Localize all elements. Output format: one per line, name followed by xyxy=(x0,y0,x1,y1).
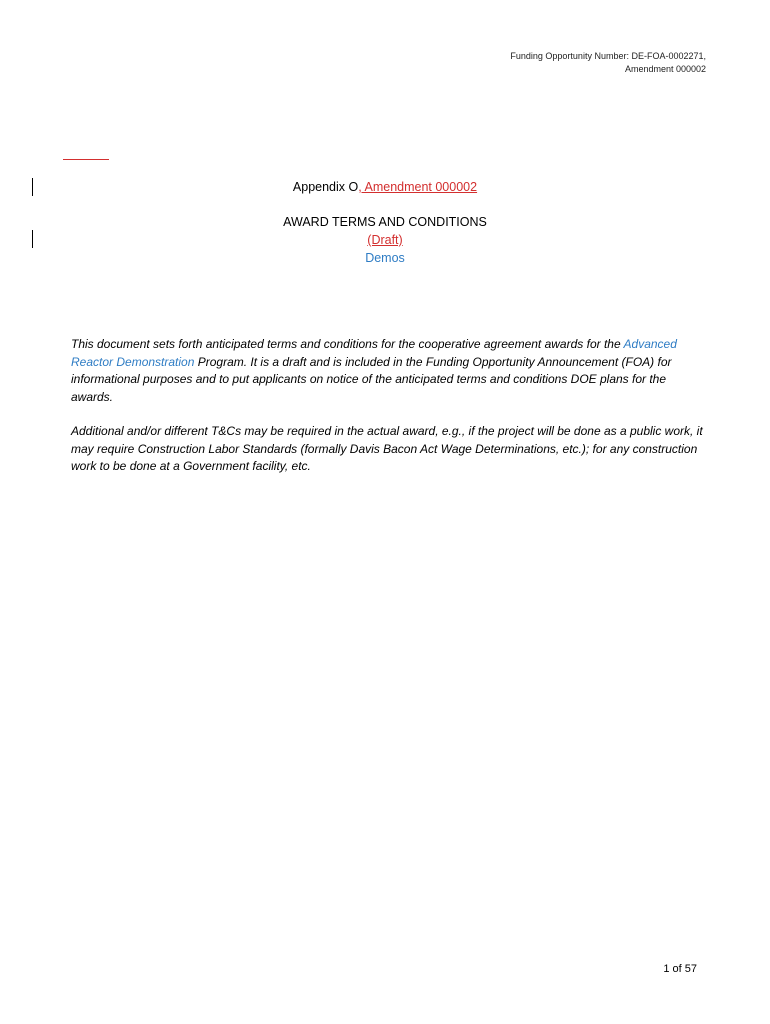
award-terms-heading: AWARD TERMS AND CONDITIONS xyxy=(283,215,487,229)
page-header xyxy=(510,50,706,76)
program-name-link[interactable]: Advanced Reactor Demonstration xyxy=(71,337,677,369)
demos-label: Demos xyxy=(365,251,405,265)
appendix-title-prefix: Appendix O xyxy=(292,180,359,194)
additional-terms-paragraph: Additional and/or different T&Cs may be required in the actual award, e.g., if the project will be done as a public work, it may require Construction Labor Standards (formally Davis Bacon Act Wage Determinations, etc.); for any construction work to be done at a Government facility, etc. xyxy=(71,424,703,473)
draft-label: (Draft) xyxy=(367,233,403,247)
intro-paragraph-end: Program. It is a draft and is included in the Funding Opportunity Announcement (FOA) for informational purposes and to put applicants on notice of the anticipated terms and conditions DOE plans for the awards. xyxy=(71,354,672,404)
page-number: 1 of 57 xyxy=(663,963,697,975)
funding-opportunity-number: Funding Opportunity Number: DE-FOA-0002271, xyxy=(510,51,706,61)
intro-paragraph xyxy=(71,336,703,406)
intro-paragraph-start: This document sets forth anticipated terms and conditions for the cooperative agreement awards for the xyxy=(71,337,624,351)
appendix-title-amendment: , Amendment 000002 xyxy=(358,180,478,194)
amendment-number: Amendment 000002 xyxy=(624,64,706,74)
revision-underline-mark xyxy=(63,159,109,160)
appendix-title xyxy=(0,180,770,194)
